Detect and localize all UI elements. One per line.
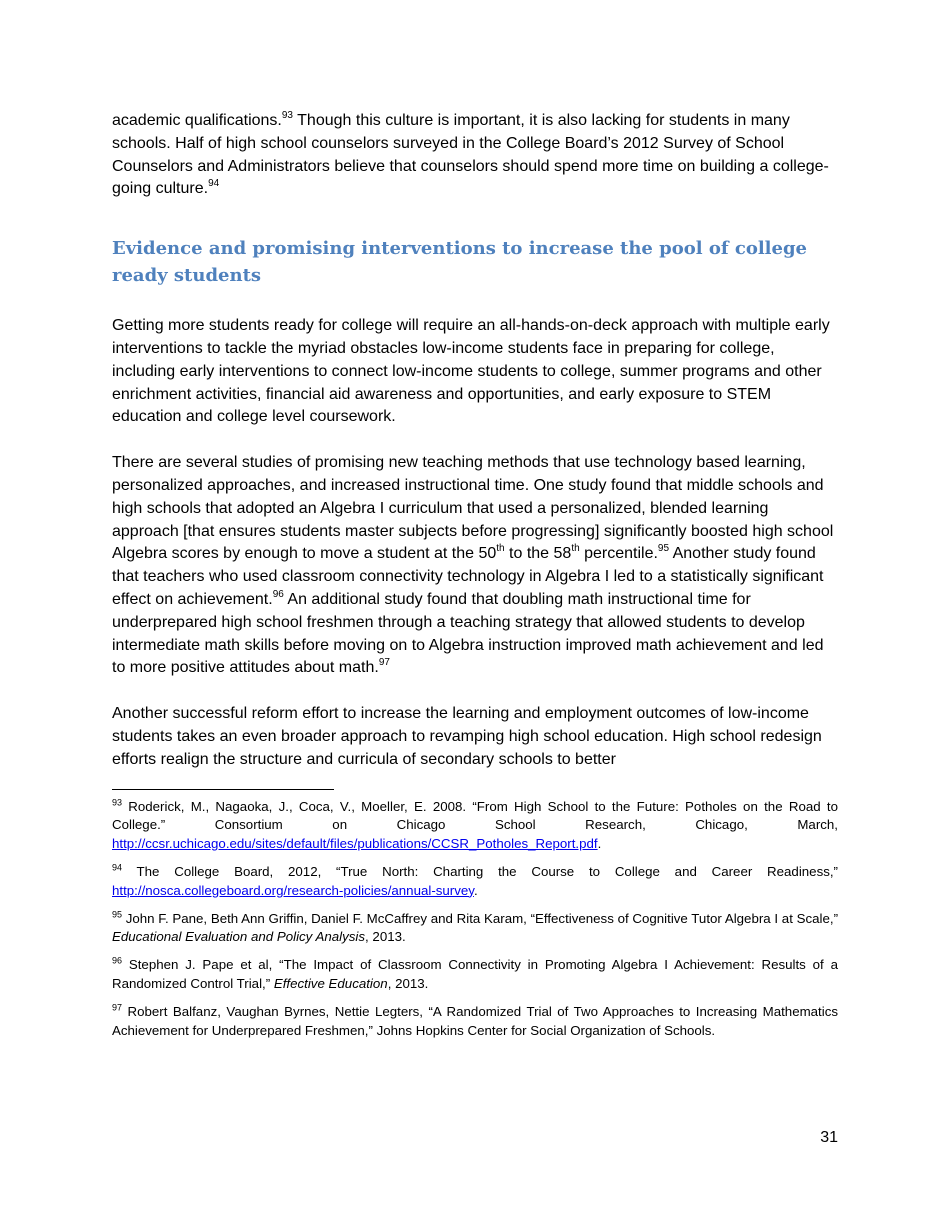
footnote-text: The College Board, 2012, “True North: Charting the Course to College and Career Readiness,” xyxy=(122,863,838,879)
text-span: Though this culture is important, it is also lacking for students in many schools. Half of high school counselors surveyed in the College Board’s 2012 Survey of School Counselors and Administrators believe that counselors should spend more time on building a college-going culture. xyxy=(112,112,829,198)
text-span: to the 58 xyxy=(504,545,572,563)
text-span: There are several studies of promising new teaching methods that use technology based learning, personalized approaches, and increased instructional time. One study found that middle schools and high schools that adopted an Algebra I curriculum that used a personalized, blended learning approach [that ensures students master subjects before progressing] significantly boosted high school Algebra scores by enough to move a student at the 50 xyxy=(112,454,834,563)
footnote-number: 94 xyxy=(112,862,123,873)
footnote-ref-97[interactable]: 97 xyxy=(378,657,390,669)
footnote-link-ccsr[interactable]: http://ccsr.uchicago.edu/sites/default/files/publications/CCSR_Potholes_Report.pdf xyxy=(112,836,598,852)
footnote-97 xyxy=(112,1003,838,1041)
footnote-number: 97 xyxy=(112,1002,123,1013)
paragraph-school-redesign: Another successful reform effort to increase the learning and employment outcomes of low-income students takes an even broader approach to revamping high school education. High school redesign efforts realign the structure and curricula of secondary schools to better xyxy=(112,705,822,768)
footnote-text: . xyxy=(473,882,478,898)
ordinal-suffix: th xyxy=(571,543,580,555)
text-span: percentile. xyxy=(579,545,658,563)
footnote-ref-96[interactable]: 96 xyxy=(272,588,284,600)
footnote-ref-94[interactable]: 94 xyxy=(208,178,220,190)
footnote-text: Robert Balfanz, Vaughan Byrnes, Nettie Legters, “A Randomized Trial of Two Approaches to Increasing Mathematics Achievement for Underprepared Freshmen,” Johns Hopkins Center for Social Organization of Schools. xyxy=(112,1003,838,1038)
footnote-text: , 2013. xyxy=(387,975,429,991)
section-heading: Evidence and promising interventions to increase the pool of college ready students xyxy=(112,238,808,287)
footnote-journal: Educational Evaluation and Policy Analysis xyxy=(112,929,366,945)
text-span: Another study found that teachers who used classroom connectivity technology in Algebra I led to a statistically significant effect on achievement. xyxy=(112,545,824,608)
page-number: 31 xyxy=(820,1129,838,1146)
footnote-text: . xyxy=(597,836,602,852)
footnote-link-nosca[interactable]: http://nosca.collegeboard.org/research-policies/annual-survey xyxy=(112,882,474,898)
footnote-journal: Effective Education xyxy=(273,975,388,991)
footnote-number: 95 xyxy=(112,909,123,920)
text-span: academic qualifications. xyxy=(112,112,282,129)
footnote-separator xyxy=(112,789,334,790)
footnote-93 xyxy=(112,798,838,854)
footnote-text: John F. Pane, Beth Ann Griffin, Daniel F. McCaffrey and Rita Karam, “Effectiveness of Cognitive Tutor Algebra I at Scale,” xyxy=(122,910,838,926)
footnote-number: 93 xyxy=(112,797,123,808)
paragraph-teaching-methods xyxy=(112,452,838,680)
footnote-number: 96 xyxy=(112,955,123,966)
footnote-ref-95[interactable]: 95 xyxy=(657,543,670,555)
page-body xyxy=(112,110,838,1040)
text-span: An additional study found that doubling math instructional time for underprepared high school freshmen through a teaching strategy that allowed students to develop intermediate math skills before moving on to Algebra instruction improved math achievement and led to more positive attitudes about math. xyxy=(112,590,824,677)
footnote-94 xyxy=(112,863,838,901)
footnote-95 xyxy=(112,910,838,948)
footnote-text: Stephen J. Pape et al, “The Impact of Classroom Connectivity in Promoting Algebra I Achievement: Results of a Randomized Control Trial,” xyxy=(112,957,838,991)
footnote-ref-93[interactable]: 93 xyxy=(281,109,293,121)
ordinal-suffix: th xyxy=(496,543,505,555)
paragraph-all-hands-approach: Getting more students ready for college will require an all-hands-on-deck approach with multiple early interventions to tackle the myriad obstacles low-income students face in preparing for college, including early interventions to connect low-income students to college, summer programs and other enrichment activities, financial aid awareness and opportunities, and early exposure to STEM education and college level coursework. xyxy=(112,317,830,426)
paragraph-college-going-culture xyxy=(112,110,838,201)
footnote-text: Roderick, M., Nagaoka, J., Coca, V., Moeller, E. 2008. “From High School to the Future: Potholes on the Road to College.” Consortium on Chicago School Research, Chicago, March, xyxy=(112,798,838,833)
footnote-text: , 2013. xyxy=(365,929,406,945)
footnote-96 xyxy=(112,956,838,994)
